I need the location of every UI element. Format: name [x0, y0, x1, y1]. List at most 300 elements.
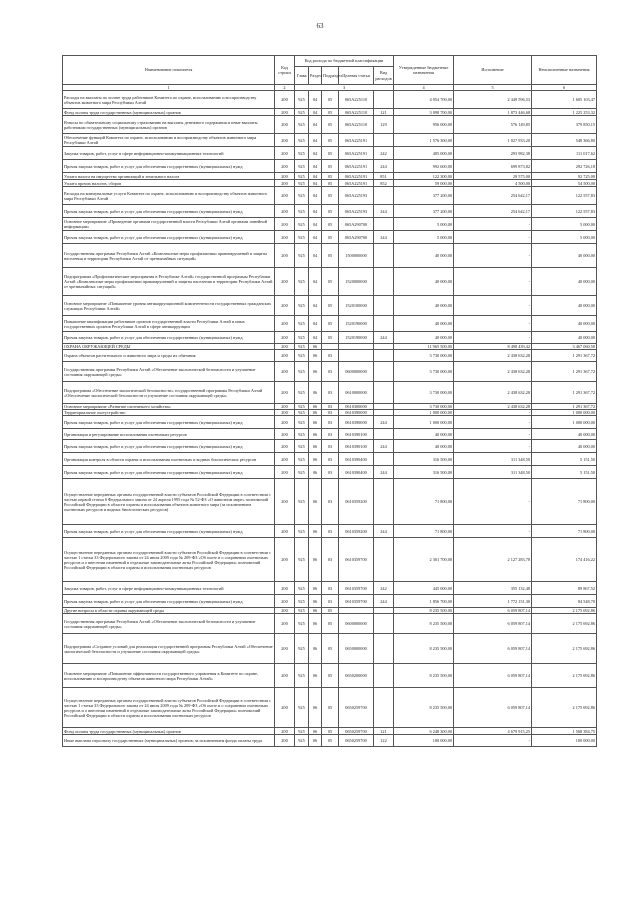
table-row [63, 218, 597, 231]
row-line-code: 200 [275, 416, 295, 429]
row-target: 0610359700 [339, 582, 374, 595]
row-vid [374, 134, 394, 147]
row-vid: 244 [374, 440, 394, 453]
row-podrazdel: 03 [322, 466, 339, 479]
row-podrazdel: 05 [322, 205, 339, 218]
row-razdel: 06 [309, 466, 322, 479]
header-unexecuted: Неисполненные назначения [532, 56, 597, 85]
row-target: 065A225191 [339, 134, 374, 147]
row-glava: 925 [295, 173, 309, 180]
row-name: Осуществление переданных органам государственной власти субъектов Российской Федерации в соответствии с частью первой статьи 6 Федерального закона от 24 апреля 1995 года № 52-ФЗ «О животном мире» полномочий Российской Федерации в области охраны и использования объектов животного мира (за исключением охотничьих ресурсов и водных биологических ресурсов) [63, 479, 275, 525]
row-executed: - [454, 332, 532, 344]
row-executed: 4 500,00 [454, 180, 532, 187]
row-vid: 242 [374, 582, 394, 595]
row-target: 0600000000 [339, 362, 374, 382]
row-line-code: 200 [275, 231, 295, 244]
row-unexecuted: 1 000 000,00 [532, 416, 597, 429]
row-podrazdel: 05 [322, 109, 339, 116]
row-unexecuted: 548 366,80 [532, 134, 597, 147]
row-glava: 925 [295, 429, 309, 440]
row-vid [374, 614, 394, 634]
row-approved: 316 500,00 [394, 453, 454, 466]
row-glava: 925 [295, 116, 309, 134]
row-name: Государственная программа Республики Алтай «Комплексные меры профилактики правонарушений и защиты населения и территории Республики Алтай от чрезвычайных ситуаций» [63, 244, 275, 268]
row-vid: 244 [374, 466, 394, 479]
row-approved: 316 500,00 [394, 466, 454, 479]
row-approved: 8 235 500,00 [394, 664, 454, 688]
row-executed: - [454, 429, 532, 440]
row-line-code: 200 [275, 173, 295, 180]
row-podrazdel: 03 [322, 429, 339, 440]
row-unexecuted: 174 416,22 [532, 538, 597, 582]
row-approved: 100 000,00 [394, 735, 454, 747]
row-unexecuted: 122 557,83 [532, 187, 597, 205]
row-executed: - [454, 218, 532, 231]
row-razdel: 06 [309, 362, 322, 382]
row-unexecuted: 1 291 367,72 [532, 404, 597, 410]
row-executed: 2 438 632,28 [454, 362, 532, 382]
table-row [63, 382, 597, 404]
row-razdel: 04 [309, 187, 322, 205]
budget-execution-table [62, 55, 597, 747]
row-unexecuted: 54 500,00 [532, 180, 597, 187]
header-podrazdel: Подраздел [322, 67, 339, 85]
row-line-code: 200 [275, 440, 295, 453]
row-glava: 925 [295, 404, 309, 410]
row-podrazdel: 05 [322, 688, 339, 728]
row-target: 0610300000 [339, 404, 374, 410]
row-vid [374, 634, 394, 664]
table-row [63, 91, 597, 109]
table-row [63, 582, 597, 595]
row-vid: 244 [374, 416, 394, 429]
row-vid: 121 [374, 109, 394, 116]
row-unexecuted: 84 548,70 [532, 595, 597, 608]
row-razdel: 06 [309, 608, 322, 614]
row-executed: 1 873 446,68 [454, 109, 532, 116]
row-executed: - [454, 410, 532, 416]
table-row [63, 268, 597, 296]
table-row [63, 538, 597, 582]
row-executed: 29 575,00 [454, 173, 532, 180]
row-target: 0610359200 [339, 479, 374, 525]
row-unexecuted: 2 175 692,86 [532, 634, 597, 664]
row-razdel: 04 [309, 180, 322, 187]
row-approved: 40 000,00 [394, 316, 454, 332]
row-approved: 3 098 700,00 [394, 109, 454, 116]
row-line-code: 200 [275, 205, 295, 218]
row-glava: 925 [295, 595, 309, 608]
header-approved: Утвержденные бюджетные назначения [394, 56, 454, 85]
row-executed: 576 149,85 [454, 116, 532, 134]
row-executed: 293 982,38 [454, 147, 532, 160]
row-glava: 925 [295, 728, 309, 735]
row-line-code: 200 [275, 728, 295, 735]
row-podrazdel: 03 [322, 362, 339, 382]
row-podrazdel: 05 [322, 231, 339, 244]
row-line-code: 200 [275, 147, 295, 160]
row-podrazdel: 03 [322, 416, 339, 429]
table-row [63, 244, 597, 268]
row-glava: 925 [295, 525, 309, 538]
row-target: 0610390000 [339, 416, 374, 429]
row-podrazdel: 05 [322, 735, 339, 747]
row-glava: 925 [295, 608, 309, 614]
row-name: Повышение квалификации работников органов государственной власти Республики Алтай и иных государственных органов Республики Алтай в сфере антикоррупции [63, 316, 275, 332]
row-target: 065A225110 [339, 109, 374, 116]
row-line-code: 200 [275, 688, 295, 728]
row-unexecuted: 100 000,00 [532, 735, 597, 747]
row-target: 0610390400 [339, 466, 374, 479]
row-unexecuted: 71 800,00 [532, 525, 597, 538]
row-podrazdel: 05 [322, 218, 339, 231]
row-name: Организация контроля в области охраны и использования охотничьих и водных биологических ресурсов [63, 453, 275, 466]
row-vid [374, 382, 394, 404]
row-podrazdel: 03 [322, 382, 339, 404]
colnum-3: 3 [295, 85, 394, 91]
row-approved: 377 200,00 [394, 187, 454, 205]
row-target: 0610000000 [339, 382, 374, 404]
row-vid [374, 479, 394, 525]
row-razdel: 06 [309, 634, 322, 664]
table-row [63, 416, 597, 429]
row-vid: 244 [374, 595, 394, 608]
row-target: 0610359700 [339, 538, 374, 582]
row-line-code: 200 [275, 187, 295, 205]
row-unexecuted: 122 557,83 [532, 205, 597, 218]
row-approved: 4 054 700,00 [394, 91, 454, 109]
row-name: Прочая закупка товаров, работ и услуг для обеспечения государственных (муниципальных) нужд [63, 525, 275, 538]
table-row [63, 466, 597, 479]
row-line-code: 200 [275, 404, 295, 410]
row-razdel: 04 [309, 91, 322, 109]
row-podrazdel: 05 [322, 180, 339, 187]
row-unexecuted: 3 467 060,58 [532, 344, 597, 350]
row-line-code: 200 [275, 595, 295, 608]
row-target: 065A290700 [339, 218, 374, 231]
row-unexecuted: 40 000,00 [532, 440, 597, 453]
row-podrazdel: 05 [322, 134, 339, 147]
row-target: 0650259700 [339, 735, 374, 747]
row-glava: 925 [295, 479, 309, 525]
table-row [63, 595, 597, 608]
row-target: 1520100000 [339, 296, 374, 316]
row-line-code: 200 [275, 344, 295, 350]
row-unexecuted: 1 291 367,72 [532, 382, 597, 404]
row-name: Уплата налога на имущество организаций и земельного налога [63, 173, 275, 180]
row-name: Основное мероприятие «Повышение эффективности государственного управления в Комитете по охране, использованию и воспроизводству объектов животного мира Республики Алтай» [63, 664, 275, 688]
table-row [63, 453, 597, 466]
row-glava: 925 [295, 296, 309, 316]
row-approved: 40 000,00 [394, 440, 454, 453]
row-podrazdel: 03 [322, 479, 339, 525]
row-line-code: 200 [275, 109, 295, 116]
row-executed: 2 449 596,53 [454, 91, 532, 109]
row-approved: 2 301 700,00 [394, 538, 454, 582]
row-vid: 244 [374, 231, 394, 244]
row-vid [374, 688, 394, 728]
row-unexecuted: 1 568 384,75 [532, 728, 597, 735]
row-line-code: 200 [275, 466, 295, 479]
row-glava: 925 [295, 664, 309, 688]
row-razdel: 04 [309, 244, 322, 268]
row-unexecuted: 40 000,00 [532, 268, 597, 296]
row-unexecuted: 111 017,62 [532, 147, 597, 160]
row-name: Территориальное охотустройство [63, 410, 275, 416]
row-approved: 992 600,00 [394, 160, 454, 173]
row-approved: 40 000,00 [394, 332, 454, 344]
row-razdel: 04 [309, 231, 322, 244]
row-razdel: 06 [309, 453, 322, 466]
row-glava: 925 [295, 410, 309, 416]
row-target: 065A225191 [339, 147, 374, 160]
row-razdel: 06 [309, 429, 322, 440]
row-vid: 244 [374, 332, 394, 344]
row-podrazdel: 05 [322, 116, 339, 134]
row-executed: - [454, 525, 532, 538]
table-row [63, 404, 597, 410]
row-unexecuted: 40 000,00 [532, 296, 597, 316]
row-executed: 6 059 807,14 [454, 634, 532, 664]
row-approved: 40 000,00 [394, 244, 454, 268]
row-unexecuted: 1 000 000,00 [532, 410, 597, 416]
row-vid [374, 296, 394, 316]
row-glava: 925 [295, 109, 309, 116]
table-row [63, 362, 597, 382]
table-row [63, 608, 597, 614]
table-row [63, 735, 597, 747]
row-line-code: 200 [275, 538, 295, 582]
row-name: Уплата прочих налогов, сборов [63, 180, 275, 187]
row-approved: 1 000 000,00 [394, 416, 454, 429]
row-name: Охрана объектов растительного и животного мира и среды их обитания [63, 350, 275, 362]
header-target: Целевая статья [339, 67, 374, 85]
row-approved: 40 000,00 [394, 268, 454, 296]
row-razdel: 06 [309, 728, 322, 735]
row-name: Осуществление переданных органам государственной власти субъектов Российской Федерации в соответствии с частью 1 статьи 33 Федерального закона от 24 июля 2009 года № 209-ФЗ «Об охоте и о сохранении охотничьих ресурсов и о внесении изменений в отдельные законодательные акты Российской Федерации» полномочий Российской Федерации в области охраны и использования охотничьих ресурсов [63, 688, 275, 728]
row-unexecuted: 2 175 692,86 [532, 608, 597, 614]
row-executed: - [454, 735, 532, 747]
row-executed: 699 873,82 [454, 160, 532, 173]
row-line-code: 200 [275, 134, 295, 147]
row-podrazdel: 05 [322, 332, 339, 344]
row-vid [374, 218, 394, 231]
row-executed: 311 348,50 [454, 466, 532, 479]
row-name: Прочая закупка товаров, работ и услуг для обеспечения государственных (муниципальных) нужд [63, 466, 275, 479]
row-line-code: 200 [275, 180, 295, 187]
row-target: 0610359700 [339, 595, 374, 608]
colnum-2: 2 [275, 85, 295, 91]
row-executed: 6 059 807,14 [454, 614, 532, 634]
table-row [63, 147, 597, 160]
row-glava: 925 [295, 180, 309, 187]
table-row [63, 205, 597, 218]
row-target: 0610390100 [339, 429, 374, 440]
row-line-code: 200 [275, 453, 295, 466]
header-glava: Глава [295, 67, 309, 85]
row-name: Фонд оплаты труда государственных (муниципальных) органов [63, 728, 275, 735]
row-name: Закупка товаров, работ, услуг в сфере информационно-коммуникационных технологий [63, 582, 275, 595]
row-glava: 925 [295, 332, 309, 344]
row-razdel: 06 [309, 382, 322, 404]
row-glava: 925 [295, 466, 309, 479]
row-executed: 4 679 915,25 [454, 728, 532, 735]
row-glava: 925 [295, 416, 309, 429]
row-glava: 925 [295, 735, 309, 747]
row-unexecuted: 5 000,00 [532, 218, 597, 231]
row-vid [374, 664, 394, 688]
row-approved: 3 730 000,00 [394, 404, 454, 410]
row-name: Прочая закупка товаров, работ и услуг для обеспечения государственных (муниципальных) нужд [63, 160, 275, 173]
row-razdel: 06 [309, 538, 322, 582]
row-unexecuted: 1 225 253,32 [532, 109, 597, 116]
row-executed: 2 127 283,78 [454, 538, 532, 582]
row-line-code: 200 [275, 296, 295, 316]
row-podrazdel: 03 [322, 350, 339, 362]
row-line-code: 200 [275, 350, 295, 362]
row-unexecuted: 40 000,00 [532, 332, 597, 344]
row-executed: 254 642,17 [454, 187, 532, 205]
row-vid [374, 453, 394, 466]
row-target: 065A225110 [339, 91, 374, 109]
row-vid: 242 [374, 147, 394, 160]
row-name: Государственная программа Республики Алтай «Обеспечение экологической безопасности и улучшение состояния окружающей среды» [63, 614, 275, 634]
row-line-code: 200 [275, 316, 295, 332]
colnum-6: 6 [532, 85, 597, 91]
row-line-code: 200 [275, 664, 295, 688]
row-target: 0650200000 [339, 664, 374, 688]
row-approved: 6 248 300,00 [394, 728, 454, 735]
row-approved: 5 000,00 [394, 231, 454, 244]
row-razdel: 06 [309, 688, 322, 728]
row-podrazdel: 05 [322, 728, 339, 735]
header-name: Наименование показателя [63, 56, 275, 85]
row-razdel: 04 [309, 268, 322, 296]
row-razdel: 06 [309, 344, 322, 350]
header-classification: Код расхода по бюджетной классификации [295, 56, 394, 67]
row-vid: 244 [374, 525, 394, 538]
row-executed: 2 438 632,28 [454, 404, 532, 410]
row-name: Основное мероприятие «Развитие охотничьего хозяйства» [63, 404, 275, 410]
row-executed: - [454, 440, 532, 453]
row-target: 065A225191 [339, 160, 374, 173]
row-name: Прочая закупка товаров, работ и услуг для обеспечения государственных (муниципальных) нужд [63, 440, 275, 453]
row-vid [374, 538, 394, 582]
row-target: 0650259700 [339, 728, 374, 735]
row-name: Государственная программа Республики Алтай «Обеспечение экологической безопасности и улучшение состояния окружающей среды» [63, 362, 275, 382]
row-name: Обеспечение функций Комитета по охране, использованию и воспроизводству объектов животного мира Республики Алтай [63, 134, 275, 147]
row-unexecuted: 1 291 367,72 [532, 350, 597, 362]
row-approved: 956 000,00 [394, 116, 454, 134]
row-line-code: 200 [275, 429, 295, 440]
row-name: Основное мероприятие «Повышение уровня антикоррупционной компетентности государственных гражданских служащих Республики Алтай» [63, 296, 275, 316]
row-line-code: 200 [275, 160, 295, 173]
row-podrazdel: 05 [322, 244, 339, 268]
row-podrazdel: 03 [322, 410, 339, 416]
row-executed: - [454, 479, 532, 525]
row-glava: 925 [295, 688, 309, 728]
row-razdel: 06 [309, 404, 322, 410]
row-line-code: 200 [275, 608, 295, 614]
row-line-code: 200 [275, 362, 295, 382]
row-target: 0600000000 [339, 614, 374, 634]
row-vid: 244 [374, 160, 394, 173]
row-vid [374, 316, 394, 332]
row-razdel: 06 [309, 664, 322, 688]
row-glava: 925 [295, 582, 309, 595]
row-target: 0610390400 [339, 453, 374, 466]
row-name: Подпрограмма «Обеспечение экологической безопасности» государственной программы Республики Алтай «Обеспечение экологической безопасности и улучшение состояния окружающей среды» [63, 382, 275, 404]
row-razdel: 04 [309, 116, 322, 134]
row-razdel: 06 [309, 479, 322, 525]
row-line-code: 200 [275, 479, 295, 525]
row-podrazdel: 03 [322, 440, 339, 453]
row-podrazdel: 05 [322, 268, 339, 296]
row-unexecuted: 71 800,00 [532, 479, 597, 525]
row-podrazdel: 03 [322, 453, 339, 466]
table-row [63, 187, 597, 205]
row-target: 0610390100 [339, 440, 374, 453]
row-glava: 925 [295, 187, 309, 205]
table-row [63, 134, 597, 147]
table-row [63, 728, 597, 735]
row-unexecuted: 5 151,50 [532, 466, 597, 479]
row-name: Расходы на выплаты по оплате труда работников Комитета по охране, использованию и воспроизводству объектов животного мира Республики Алтай [63, 91, 275, 109]
row-approved: 1 856 700,00 [394, 595, 454, 608]
row-target: 0650000000 [339, 634, 374, 664]
row-razdel: 04 [309, 173, 322, 180]
row-name: Прочая закупка товаров, работ и услуг для обеспечения государственных (муниципальных) нужд [63, 332, 275, 344]
row-unexecuted: 92 725,00 [532, 173, 597, 180]
row-razdel: 04 [309, 134, 322, 147]
row-approved: 445 000,00 [394, 582, 454, 595]
row-podrazdel: 03 [322, 582, 339, 595]
row-approved: 1 000 000,00 [394, 410, 454, 416]
row-razdel: 06 [309, 440, 322, 453]
colnum-1: 1 [63, 85, 275, 91]
table-row [63, 429, 597, 440]
row-vid [374, 350, 394, 362]
row-glava: 925 [295, 362, 309, 382]
row-executed: 6 059 807,14 [454, 664, 532, 688]
row-executed: 6 059 807,14 [454, 608, 532, 614]
row-vid [374, 268, 394, 296]
row-unexecuted: 40 000,00 [532, 316, 597, 332]
table-row [63, 296, 597, 316]
row-vid: 851 [374, 173, 394, 180]
row-podrazdel: 05 [322, 160, 339, 173]
table-row [63, 614, 597, 634]
table-row [63, 350, 597, 362]
row-vid: 244 [374, 205, 394, 218]
row-vid [374, 244, 394, 268]
row-approved: 8 235 500,00 [394, 614, 454, 634]
row-approved: 11 965 500,00 [394, 344, 454, 350]
row-glava: 925 [295, 538, 309, 582]
row-razdel: 04 [309, 218, 322, 231]
table-row [63, 160, 597, 173]
row-glava: 925 [295, 218, 309, 231]
row-approved: 71 800,00 [394, 525, 454, 538]
row-glava: 925 [295, 440, 309, 453]
table-row [63, 316, 597, 332]
row-glava: 925 [295, 268, 309, 296]
row-executed: - [454, 416, 532, 429]
row-razdel: 04 [309, 160, 322, 173]
row-name: Осуществление переданных органам государственной власти субъектов Российской Федерации в соответствии с частью 1 статьи 33 Федерального закона от 24 июля 2009 года № 209-ФЗ «Об охоте и о сохранении охотничьих ресурсов и о внесении изменений в отдельные законодательные акты Российской Федерации» полномочий Российской Федерации в области охраны и использования охотничьих ресурсов [63, 538, 275, 582]
row-target: 065A225193 [339, 187, 374, 205]
row-unexecuted: 5 000,00 [532, 231, 597, 244]
